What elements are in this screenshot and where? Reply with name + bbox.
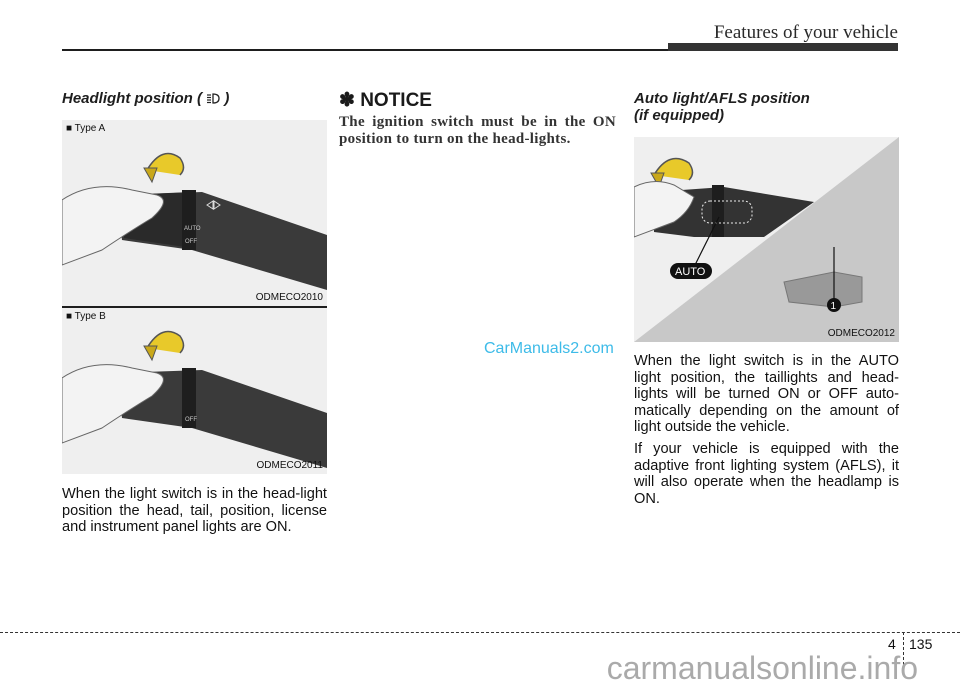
section-title-headlight [62,90,327,107]
callout-number: 1 [830,301,837,312]
notice-title: NOTICE [360,90,432,111]
figure-type-label: ■ Type A [66,123,106,134]
header-rule-thick [668,43,898,51]
section-title-line2: (if equipped) [634,107,724,124]
figure-auto-light [634,137,899,342]
stalk-illustration-type-b [62,308,327,474]
section-title-auto-light [634,90,899,124]
auto-light-body-2: If your vehicle is equipped with the adaptive front lighting system (AFLS), it will also operate when the headlamp is ON. [634,440,899,507]
figure-type-label: ■ Type B [66,311,106,322]
headlight-body-text: When the light switch is in the head-light position the head, tail, position, license and instrument panel lights are ON. [62,486,327,536]
chapter-number: 4 [888,636,896,652]
svg-text:OFF: OFF [185,239,197,245]
figure-type-b [62,308,327,474]
auto-light-illustration [634,137,899,342]
asterisk-icon: ✽ [339,90,355,111]
figure-code: ODMECO2012 [827,328,895,339]
running-header-title: Features of your vehicle [713,22,898,43]
footer-rule [0,632,960,633]
stalk-illustration-type-a [62,120,327,306]
column-notice [339,90,616,148]
section-title-line1: Auto light/AFLS position [634,90,810,107]
watermark-link[interactable]: CarManuals2.com [484,340,614,357]
section-title-close: ) [224,90,230,107]
callout-auto: AUTO [675,266,706,278]
svg-text:AUTO: AUTO [184,226,201,232]
svg-text:OFF: OFF [185,417,197,423]
page-number: 135 [909,636,933,652]
figure-code: ODMECO2010 [255,292,323,303]
notice-text: The ignition switch must be in the ON position to turn on the head-lights. [339,114,616,147]
header-rule [62,49,682,51]
column-headlight-position [62,90,327,536]
footer-watermark[interactable]: carmanualsonline.info [606,650,918,686]
figure-code: ODMECO2011 [256,460,323,471]
figure-type-a [62,120,327,306]
auto-light-body-1: When the light switch is in the AUTO light position, the taillights and head-lights will be turned ON or OFF auto-matically depending on the amount of light outside the vehicle. [634,353,899,436]
headlight-symbol-icon [206,92,220,105]
notice-heading [339,90,616,112]
section-title-text: Headlight position ( [62,90,202,107]
column-auto-light [634,90,899,507]
